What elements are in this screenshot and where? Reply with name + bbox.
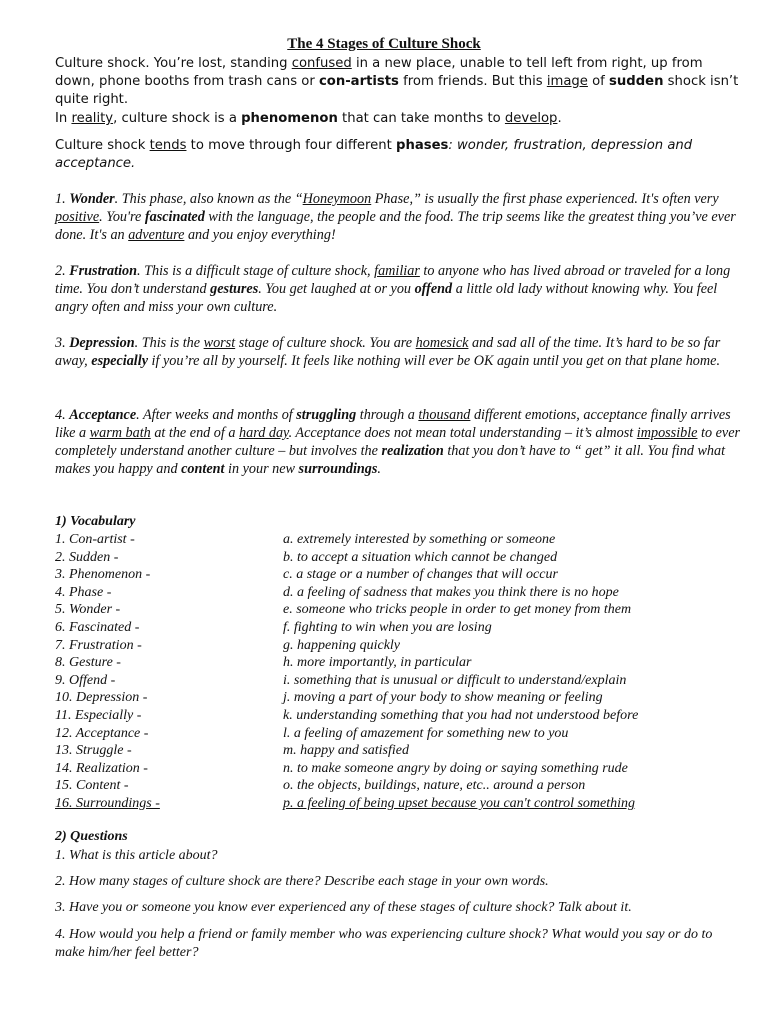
- text-run: Depression: [69, 335, 135, 351]
- text-run: impossible: [636, 425, 698, 441]
- text-run: Frustration: [69, 263, 138, 279]
- text-run: familiar: [374, 263, 420, 279]
- text-run: of: [587, 74, 610, 89]
- text-run: at the end of a: [150, 425, 240, 441]
- vocabulary-definition: l. a feeling of amazement for something new to you: [283, 725, 569, 741]
- text-run: realization: [381, 443, 444, 459]
- vocabulary-term: 6. Fascinated -: [55, 620, 140, 635]
- text-run: . This is the: [134, 335, 204, 351]
- text-run: in a new place, unable to tell left from right, up from down, phone booths from trash cans or: [55, 56, 703, 89]
- vocabulary-definition: m. happy and satisfied: [283, 743, 409, 759]
- question-item: 1. What is this article about?: [55, 848, 218, 863]
- text-run: to ever completely understand another culture – but involves the: [55, 425, 741, 459]
- text-run: In: [55, 111, 72, 126]
- vocabulary-definition: i. something that is unusual or difficult to understand/explain: [283, 672, 627, 688]
- text-run: Culture shock. You’re lost, standing: [55, 56, 292, 71]
- text-run: 4.: [55, 407, 70, 423]
- stage-frustration: [55, 262, 745, 316]
- vocabulary-definition: o. the objects, buildings, nature, etc.. around a person: [283, 778, 586, 794]
- text-run: adventure: [128, 227, 185, 243]
- vocabulary-term: 16. Surroundings -: [55, 796, 160, 811]
- phases-intro: [55, 137, 745, 173]
- stage-wonder: [55, 190, 745, 244]
- text-run: to anyone who has lived abroad or traveled for a long time. You don’t understand: [55, 263, 731, 297]
- text-run: 3.: [55, 335, 70, 351]
- vocabulary-row: [55, 777, 745, 795]
- text-run: con-artists: [318, 74, 399, 89]
- text-run: confused: [291, 56, 352, 71]
- question-item: 3. Have you or someone you know ever experienced any of these stages of culture shock? Talk about it.: [55, 900, 632, 915]
- text-run: tends: [149, 138, 187, 153]
- vocabulary-definition: k. understanding something that you had not understood before: [283, 708, 639, 723]
- vocabulary-definition: p. a feeling of being upset because you can't control something: [283, 796, 636, 811]
- vocabulary-term: 12. Acceptance -: [55, 725, 149, 741]
- text-run: 2.: [55, 263, 70, 279]
- text-run: that can take months to: [337, 111, 505, 126]
- text-run: different emotions, acceptance finally arrives like a: [55, 407, 731, 441]
- text-run: . You get laughed at or you: [258, 281, 415, 297]
- text-run: Phase,” is usually the first phase experienced. It's often very: [371, 191, 719, 207]
- text-run: thousand: [418, 407, 471, 423]
- text-run: that you don’t have to “ get” it all. You find what makes you happy and: [55, 443, 726, 477]
- text-run: phases: [396, 138, 449, 153]
- vocabulary-term: 7. Frustration -: [55, 637, 142, 653]
- vocabulary-definition: h. more importantly, in particular: [283, 655, 472, 671]
- text-run: shock isn’t quite right.: [55, 74, 739, 107]
- vocabulary-term: 3. Phenomenon -: [55, 567, 151, 583]
- text-run: 1.: [55, 191, 70, 207]
- text-run: to move through four different: [186, 138, 397, 153]
- text-run: : wonder, frustration, depression and acceptance.: [55, 138, 693, 171]
- vocabulary-row: [55, 531, 745, 549]
- vocabulary-term: 4. Phase -: [55, 584, 112, 600]
- vocabulary-term: 2. Sudden -: [55, 549, 119, 565]
- intro-reality-line: [55, 110, 745, 128]
- vocabulary-row: [55, 654, 745, 672]
- text-run: develop: [504, 111, 558, 126]
- vocabulary-definition: j. moving a part of your body to show meaning or feeling: [283, 690, 603, 706]
- text-run: hard day: [239, 425, 289, 441]
- intro-paragraph: [55, 55, 745, 109]
- vocabulary-term: 10. Depression -: [55, 690, 148, 706]
- text-run: Culture shock: [55, 138, 150, 153]
- text-run: struggling: [296, 407, 357, 423]
- text-run: image: [546, 74, 588, 89]
- text-run: content: [181, 461, 225, 477]
- vocabulary-row: [55, 672, 745, 690]
- vocabulary-term: 11. Especially -: [55, 708, 142, 723]
- text-run: fascinated: [144, 209, 205, 225]
- vocabulary-row: [55, 707, 745, 725]
- text-run: Wonder: [69, 191, 115, 207]
- vocabulary-definition: g. happening quickly: [283, 637, 401, 653]
- text-run: sudden: [609, 74, 664, 89]
- vocabulary-term: 5. Wonder -: [55, 602, 121, 618]
- vocabulary-term: 1. Con-artist -: [55, 532, 135, 547]
- text-run: with the language, the people and the food. The trip seems like the greatest thing you’ve ever done. It's an: [55, 209, 736, 243]
- text-run: , culture shock is a: [113, 111, 242, 126]
- vocabulary-definition: n. to make someone angry by doing or saying something rude: [283, 760, 628, 776]
- vocabulary-definition: b. to accept a situation which cannot be changed: [283, 549, 558, 565]
- vocabulary-definition: f. fighting to win when you are losing: [283, 620, 492, 635]
- vocabulary-definition: a. extremely interested by something or someone: [283, 532, 556, 547]
- vocabulary-term: 14. Realization -: [55, 760, 148, 776]
- text-run: .: [557, 111, 562, 126]
- question-item: 4. How would you help a friend or family member who was experiencing culture shock? What would you say or do to make him/her feel better?: [55, 927, 713, 960]
- text-run: . This is a difficult stage of culture shock,: [137, 263, 375, 279]
- vocabulary-row: [55, 619, 745, 637]
- vocabulary-row: [55, 725, 745, 743]
- text-run: . You're: [99, 209, 145, 225]
- text-run: positive: [55, 209, 100, 225]
- question-item: 2. How many stages of culture shock are there? Describe each stage in your own words.: [55, 874, 549, 889]
- vocabulary-term: 15. Content -: [55, 778, 129, 794]
- stage-acceptance: [55, 406, 745, 478]
- vocabulary-row: [55, 637, 745, 655]
- vocabulary-row: [55, 689, 745, 707]
- vocabulary-row: [55, 795, 745, 813]
- text-run: warm bath: [89, 425, 151, 441]
- text-run: .: [377, 461, 381, 477]
- text-run: especially: [91, 353, 148, 369]
- text-run: . Acceptance does not mean total understanding – it’s almost: [288, 425, 637, 441]
- text-run: surroundings: [298, 461, 378, 477]
- page-title: The 4 Stages of Culture Shock: [287, 36, 481, 52]
- text-run: stage of culture shock. You are: [235, 335, 416, 351]
- vocabulary-definition: e. someone who tricks people in order to get money from them: [283, 602, 632, 618]
- vocabulary-row: [55, 584, 745, 602]
- stage-depression: [55, 334, 745, 370]
- text-run: through a: [356, 407, 419, 423]
- vocabulary-term: 8. Gesture -: [55, 655, 121, 671]
- questions-heading: 2) Questions: [55, 829, 128, 844]
- text-run: in your new: [224, 461, 299, 477]
- text-run: and you enjoy everything!: [184, 227, 336, 243]
- text-run: . This phase, also known as the “: [114, 191, 303, 207]
- text-run: . After weeks and months of: [136, 407, 297, 423]
- vocabulary-definition: c. a stage or a number of changes that will occur: [283, 567, 558, 583]
- text-run: gestures: [210, 281, 259, 297]
- vocabulary-row: [55, 760, 745, 778]
- vocabulary-definition: d. a feeling of sadness that makes you think there is no hope: [283, 584, 619, 600]
- vocabulary-term: 9. Offend -: [55, 672, 116, 688]
- vocabulary-heading: 1) Vocabulary: [55, 514, 136, 529]
- vocabulary-row: [55, 601, 745, 619]
- vocabulary-row: [55, 566, 745, 584]
- text-run: Honeymoon: [302, 191, 372, 207]
- vocabulary-row: [55, 549, 745, 567]
- text-run: Acceptance: [69, 407, 137, 423]
- text-run: homesick: [415, 335, 469, 351]
- text-run: reality: [71, 111, 114, 126]
- vocabulary-term: 13. Struggle -: [55, 743, 132, 759]
- text-run: from friends. But this: [398, 74, 547, 89]
- text-run: a little old lady without knowing why. You feel angry often and miss your own culture.: [55, 281, 718, 315]
- text-run: if you’re all by yourself. It feels like nothing will ever be OK again until you get on that plane home.: [148, 353, 720, 369]
- text-run: phenomenon: [241, 111, 338, 126]
- text-run: and sad all of the time. It’s hard to be so far away,: [55, 335, 721, 369]
- text-run: offend: [414, 281, 453, 297]
- text-run: worst: [203, 335, 236, 351]
- vocabulary-row: [55, 742, 745, 760]
